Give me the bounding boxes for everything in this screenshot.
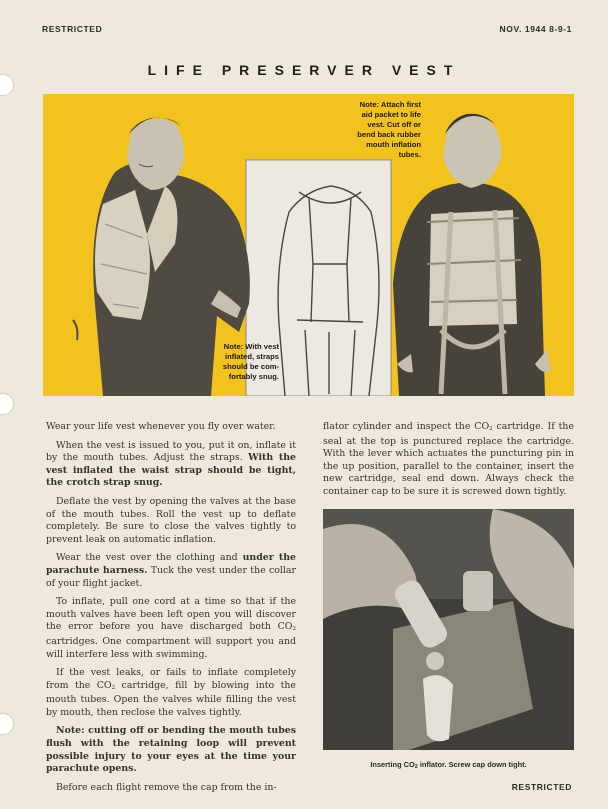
page-title: LIFE PRESERVER VEST	[147, 62, 461, 78]
note-straps-snug: Note: With vest inflated, straps should be com- fortably snug.	[222, 342, 279, 381]
binder-hole	[0, 713, 14, 735]
header-classification: RESTRICTED	[42, 24, 103, 34]
note-first-aid-packet: Note: Attach first aid packet to life vest. Cut off or bend back rubber mouth inflation tubes.	[357, 100, 421, 159]
photo-caption: Inserting CO2 inflator. Screw cap down tight.	[370, 760, 527, 770]
paragraph: Wear the vest over the clothing and under the parachute harness. Tuck the vest under the collar of your flight jacket.	[46, 552, 296, 589]
photo-drawing	[323, 509, 574, 750]
paragraph: Before each flight remove the cap from the in-	[56, 781, 277, 793]
paragraph: Note: cutting off or bending the mouth tubes flush with the retaining loop will prevent possible injury to your eyes at the time your parachute opens.	[46, 725, 296, 775]
paragraph: flator cylinder and inspect the CO2 cartridge. If the seal at the top is punctured replace the cartridge. With the lever which actuates the puncturing pin in the up position, parallel to the container, insert the new cartridge, seal end down. Always check the container cap to be sure it is screwed down tightly.	[323, 421, 574, 497]
inflator-photo	[323, 509, 574, 750]
illustration-drawing	[43, 94, 574, 396]
binder-hole	[0, 393, 14, 415]
header-date-code: NOV. 1944 8-9-1	[499, 24, 572, 34]
left-text-column	[46, 421, 296, 800]
footer-classification: RESTRICTED	[511, 782, 572, 792]
paragraph: When the vest is issued to you, put it on, inflate it by the mouth tubes. Adjust the straps. With the vest inflated the waist strap should be tight, the crotch strap snug.	[46, 439, 296, 489]
paragraph: If the vest leaks, or fails to inflate completely from the CO2 cartridge, fill by blowing into the mouth tubes. Open the valves while filling the vest by mouth, then reclose the valves tightly.	[46, 667, 296, 718]
right-text-column	[323, 421, 574, 505]
paragraph: Deflate the vest by opening the valves at the base of the mouth tubes. Roll the vest up to deflate completely. Be sure to close the valves tightly to prevent leak on automatic inflation.	[46, 495, 296, 545]
paragraph: To inflate, pull one cord at a time so that if the mouth valves have been left open you will discover the error before you have discharged both CO2 cartridges. One compartment will support you and will interfere less with swimming.	[46, 596, 296, 660]
illustration-banner	[43, 94, 574, 396]
paragraph: Wear your life vest whenever you fly over water.	[46, 421, 276, 432]
